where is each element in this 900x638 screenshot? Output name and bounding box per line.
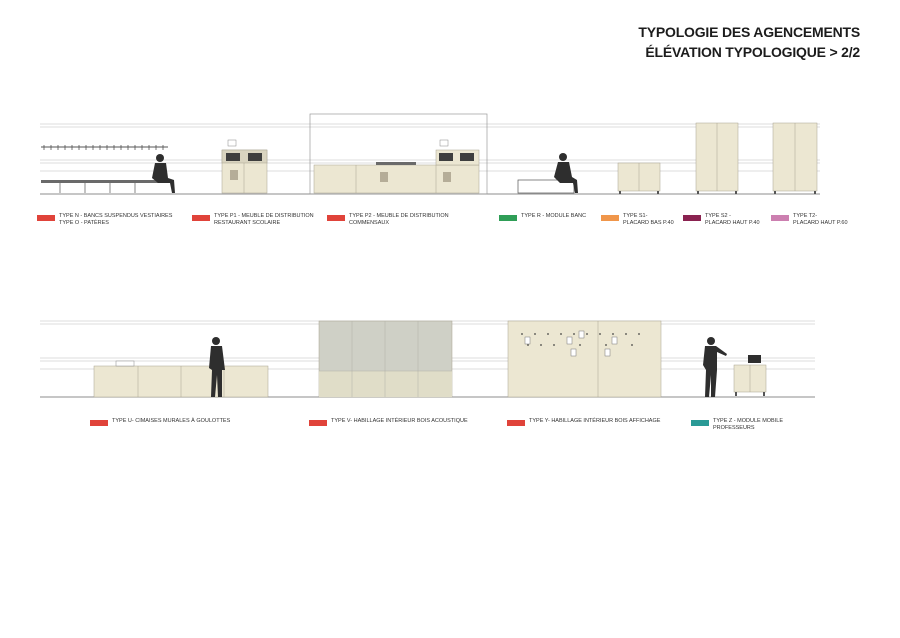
type-u-elevation: [94, 337, 268, 397]
type-t2-elevation: [773, 123, 817, 194]
legend-swatch: [499, 215, 517, 221]
legend-type-t2: [771, 213, 848, 227]
type-s2-elevation: [696, 123, 738, 194]
legend-type-s2: [683, 213, 760, 227]
legend-type-v: [309, 418, 468, 426]
legend-label: TYPE N - BANCS SUSPENDUS VESTIAIRES: [59, 213, 173, 219]
type-s1-elevation: [618, 163, 660, 194]
legend-label: TYPE S1-: [623, 213, 648, 219]
legend-swatch: [507, 420, 525, 426]
legend-label: TYPE Z - MODULE MOBILE: [713, 418, 783, 424]
legend-swatch: [37, 215, 55, 221]
standing-person-silhouette-2: [703, 337, 727, 397]
legend-type-r: [499, 213, 586, 221]
legend-label: TYPE P1 - MEUBLE DE DISTRIBUTION: [214, 213, 314, 219]
legend-label: TYPE P2 - MEUBLE DE DISTRIBUTION: [349, 213, 449, 219]
title-line-1: TYPOLOGIE DES AGENCEMENTS: [638, 24, 860, 40]
legend-type-y: [507, 418, 660, 426]
legend-label: PLACARD HAUT P.40: [705, 220, 760, 226]
type-p2-elevation: [314, 140, 479, 193]
legend-type-z: [691, 418, 783, 432]
legend-label: COMMENSAUX: [349, 220, 390, 226]
legend-label: PLACARD BAS P.40: [623, 220, 674, 226]
legend-swatch: [192, 215, 210, 221]
legend-swatch: [90, 420, 108, 426]
legend-label: TYPE V- HABILLAGE INTÉRIEUR BOIS ACOUSTIQUE: [331, 418, 468, 424]
type-z-elevation: [703, 337, 766, 397]
legend-swatch: [691, 420, 709, 426]
legend-label: TYPE U- CIMAISES MURALES À GOULOTTES: [112, 418, 231, 424]
legend-label: TYPE R - MODULE BANC: [521, 213, 587, 219]
legend-label: TYPE Y- HABILLAGE INTÉRIEUR BOIS AFFICHAGE: [529, 418, 661, 424]
legend-type-p1: [192, 213, 314, 227]
type-n-o-elevation: [41, 145, 175, 193]
legend-swatch: [309, 420, 327, 426]
type-y-elevation: [508, 321, 661, 397]
legend-type-s1: [601, 213, 674, 227]
type-r-elevation: [518, 153, 578, 193]
legend-label: TYPE T2-: [793, 213, 818, 219]
title-line-2: ÉLÉVATION TYPOLOGIQUE > 2/2: [645, 44, 860, 60]
legend-swatch: [601, 215, 619, 221]
legend-type-p2: [327, 213, 449, 227]
legend-swatch: [771, 215, 789, 221]
type-v-elevation: [319, 321, 452, 397]
legend-label: TYPE O - PATÈRES: [59, 220, 109, 226]
legend-label: TYPE S2 -: [705, 213, 731, 219]
legend-type-n-o: [37, 213, 172, 227]
legend-label: RESTAURANT SCOLAIRE: [214, 220, 281, 226]
legend-type-u: [90, 418, 230, 426]
legend-swatch: [327, 215, 345, 221]
type-p1-elevation: [222, 140, 267, 193]
legend-label: PLACARD HAUT P.60: [793, 220, 848, 226]
legend-label: PROFESSEURS: [713, 425, 755, 431]
legend-swatch: [683, 215, 701, 221]
